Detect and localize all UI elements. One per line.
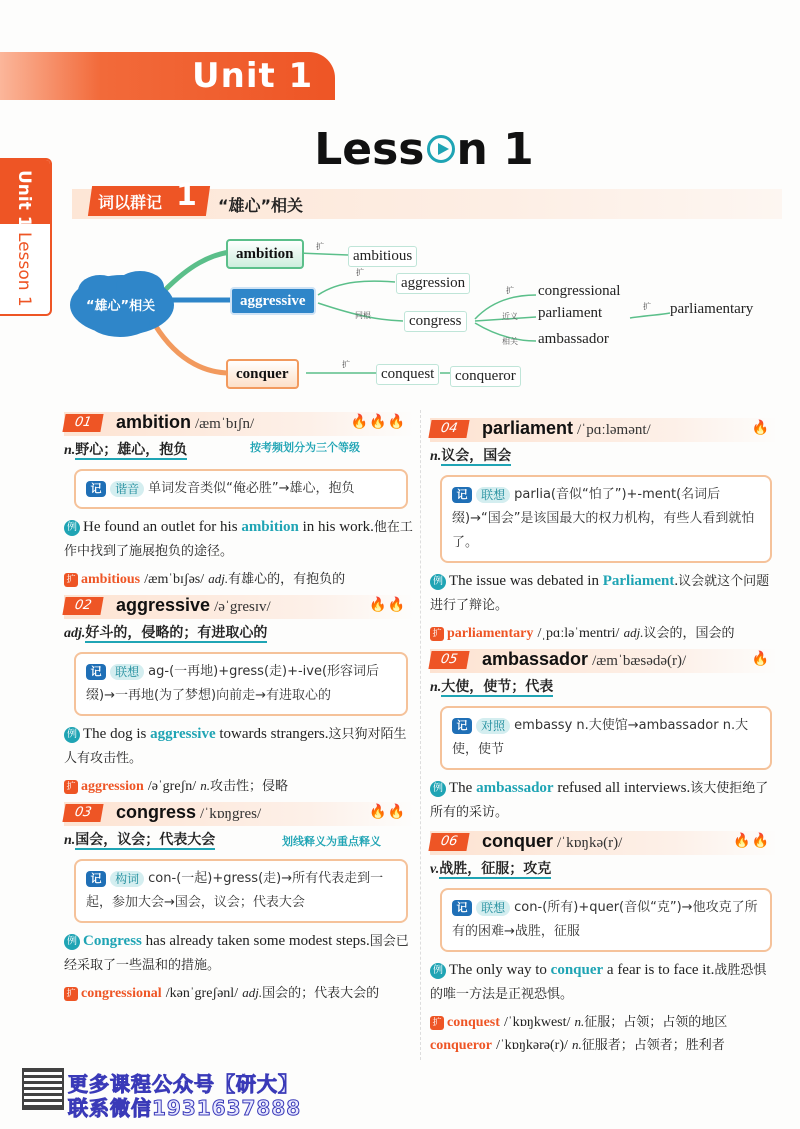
extension-cn: 征服者；占领者；胜利者 bbox=[581, 1038, 725, 1053]
extension-phonetic: /ˈkɒŋkərə(r)/ bbox=[496, 1038, 568, 1053]
flame-icon: 🔥🔥🔥 bbox=[350, 414, 406, 430]
lesson-title bbox=[0, 124, 800, 175]
side-tab-unit: Unit 1 bbox=[14, 170, 34, 228]
example-post: a fear is to face it. bbox=[603, 962, 715, 978]
mm-tag-jinyi: 近义 bbox=[502, 312, 518, 321]
phonetic: /ˈpɑːləmənt/ bbox=[577, 422, 651, 438]
extension-pos: n. bbox=[200, 778, 210, 793]
definition bbox=[430, 677, 778, 698]
part-of-speech: n. bbox=[430, 449, 442, 464]
extension-cn: 议会的，国会的 bbox=[643, 626, 735, 641]
example-post: refused all interviews. bbox=[553, 780, 691, 796]
word-number: 04 bbox=[428, 420, 469, 438]
example bbox=[430, 958, 778, 1007]
memo-icon: 记 bbox=[452, 487, 472, 503]
word-headline bbox=[64, 595, 414, 619]
mm-tag-kuo-5: 扩 bbox=[342, 360, 350, 369]
example bbox=[430, 776, 778, 825]
headword-text: congress bbox=[116, 802, 197, 822]
word-headline bbox=[430, 418, 778, 442]
word-headline bbox=[430, 831, 778, 855]
memo-tag: 联想 bbox=[476, 487, 510, 503]
unit-title: Unit 1 bbox=[192, 56, 314, 96]
flame-icon: 🔥🔥 bbox=[733, 833, 770, 849]
mm-congressional: congressional bbox=[538, 283, 621, 299]
example-highlight: conquer bbox=[550, 962, 604, 978]
extension bbox=[64, 775, 414, 798]
example-icon: 例 bbox=[64, 520, 80, 536]
side-tab-lesson: Lesson 1 bbox=[14, 232, 34, 307]
example-highlight: Parliament bbox=[602, 573, 675, 589]
definition-text: 战胜，征服；攻克 bbox=[439, 861, 552, 877]
extend-icon: 扩 bbox=[64, 987, 78, 1001]
lesson-title-pre: Less bbox=[314, 124, 425, 175]
extension-cn: 国会的；代表大会的 bbox=[262, 986, 380, 1001]
extension-pos: adj. bbox=[208, 571, 229, 586]
headword bbox=[482, 418, 651, 439]
flame-icon: 🔥 bbox=[751, 420, 770, 436]
memo-tag: 构词 bbox=[110, 871, 144, 887]
word-number: 01 bbox=[62, 414, 103, 432]
example-cn: 这只狗对陌生人有攻击性。 bbox=[64, 727, 407, 766]
example-cn: 国会已经采取了一些温和的措施。 bbox=[64, 934, 409, 973]
extension-phonetic: /kənˈgreʃənl/ bbox=[165, 986, 239, 1001]
example-pre: The only way to bbox=[449, 962, 551, 978]
lesson-title-post: n 1 bbox=[456, 124, 534, 175]
qr-code-icon[interactable] bbox=[22, 1068, 64, 1110]
phonetic: /ˈkɒŋgres/ bbox=[200, 806, 262, 822]
example-icon: 例 bbox=[64, 727, 80, 743]
mm-tag-kuo-2: 扩 bbox=[356, 268, 364, 277]
memory-box bbox=[440, 475, 772, 563]
mm-ambition: ambition bbox=[226, 239, 304, 269]
mm-tag-kuo-1: 扩 bbox=[316, 242, 324, 251]
extension bbox=[430, 1034, 778, 1057]
example-highlight: aggressive bbox=[150, 726, 216, 742]
memo-tag: 对照 bbox=[476, 718, 510, 734]
headword bbox=[116, 595, 271, 616]
example-cn: 议会就这个问题进行了辩论。 bbox=[430, 574, 770, 613]
example-icon: 例 bbox=[64, 934, 80, 950]
memo-text: parlia(音似“怕了”)+-ment(名词后缀)→“国会”是该国最大的权力机构，有些人看到就怕了。 bbox=[452, 487, 755, 550]
side-tab bbox=[0, 158, 52, 316]
word-number: 06 bbox=[428, 833, 469, 851]
example-pre: The dog is bbox=[83, 726, 151, 742]
example bbox=[64, 722, 414, 771]
memory-box bbox=[74, 859, 408, 923]
mm-aggression: aggression bbox=[396, 273, 470, 294]
example-icon: 例 bbox=[430, 963, 446, 979]
memo-tag: 联想 bbox=[110, 664, 144, 680]
mm-conquest: conquest bbox=[376, 364, 439, 385]
mm-tag-tonggen: 同根 bbox=[355, 311, 371, 320]
definition bbox=[64, 623, 414, 644]
memo-icon: 记 bbox=[86, 481, 106, 497]
footer-ad-line2: 联系微信1931637888 bbox=[68, 1096, 302, 1120]
extend-icon: 扩 bbox=[430, 627, 444, 641]
memo-icon: 记 bbox=[452, 900, 472, 916]
memo-tag: 联想 bbox=[476, 900, 510, 916]
example-cn: 该大使拒绝了所有的采访。 bbox=[430, 781, 769, 820]
example-post: . bbox=[674, 573, 679, 589]
extension-pos: adj. bbox=[242, 985, 263, 1000]
extension bbox=[430, 1011, 778, 1034]
extension-word: aggression bbox=[81, 779, 144, 794]
mm-tag-kuo-3: 扩 bbox=[506, 286, 514, 295]
word-entry bbox=[430, 831, 778, 1057]
example-highlight: ambition bbox=[241, 519, 299, 535]
memory-box bbox=[440, 888, 772, 952]
extension bbox=[430, 622, 778, 645]
example-cn: 战胜恐惧的唯一方法是正视恐惧。 bbox=[430, 963, 767, 1002]
group-badge-number: 1 bbox=[176, 178, 197, 213]
word-number: 05 bbox=[428, 651, 469, 669]
extension-pos: n. bbox=[572, 1037, 582, 1052]
phonetic: /əˈgresɪv/ bbox=[214, 599, 271, 615]
definition bbox=[430, 446, 778, 467]
extension-phonetic: /ˈkɒŋkwest/ bbox=[504, 1015, 571, 1030]
headword-text: parliament bbox=[482, 418, 574, 438]
extension-cn: 征服；占领；占领的地区 bbox=[584, 1015, 728, 1030]
memo-tag: 谐音 bbox=[110, 481, 144, 497]
example-icon: 例 bbox=[430, 574, 446, 590]
example bbox=[64, 515, 414, 564]
extension-phonetic: /ˌpɑːləˈmentri/ bbox=[537, 626, 620, 641]
memory-box bbox=[74, 652, 408, 716]
headword-text: ambassador bbox=[482, 649, 589, 669]
extend-icon: 扩 bbox=[430, 1016, 444, 1030]
extension-phonetic: /æmˈbɪʃəs/ bbox=[144, 572, 205, 587]
extension-word: ambitious bbox=[81, 572, 141, 587]
word-entry bbox=[64, 802, 414, 1005]
group-badge-text: 词以群记 bbox=[98, 193, 163, 212]
extension-cn: 有雄心的，有抱负的 bbox=[228, 572, 346, 587]
memo-icon: 记 bbox=[452, 718, 472, 734]
extension-pos: n. bbox=[574, 1014, 585, 1029]
headword-text: ambition bbox=[116, 412, 191, 432]
phonetic: /ˈkɒŋkə(r)/ bbox=[557, 835, 623, 851]
annotation-note: 按考频划分为三个等级 bbox=[250, 441, 360, 454]
mm-congress: congress bbox=[404, 311, 467, 332]
phonetic: /æmˈbɪʃn/ bbox=[195, 416, 255, 432]
extension bbox=[64, 568, 414, 591]
extension-pos: adj. bbox=[623, 625, 644, 640]
example-icon: 例 bbox=[430, 781, 446, 797]
headword bbox=[116, 802, 261, 823]
flame-icon: 🔥🔥 bbox=[369, 804, 406, 820]
memory-box bbox=[440, 706, 772, 770]
memo-icon: 记 bbox=[86, 871, 106, 887]
headword-text: aggressive bbox=[116, 595, 211, 615]
part-of-speech: adj. bbox=[64, 626, 86, 641]
part-of-speech: v. bbox=[430, 862, 440, 877]
extension-word: parliamentary bbox=[447, 626, 534, 641]
headword bbox=[482, 649, 686, 670]
extension-phonetic: /əˈgreʃn/ bbox=[147, 779, 197, 794]
example-post: has already taken some modest steps. bbox=[141, 933, 370, 949]
example bbox=[430, 569, 778, 618]
part-of-speech: n. bbox=[64, 443, 76, 458]
word-headline bbox=[430, 649, 778, 673]
memo-text: con-(一起)+gress(走)→所有代表走到一起，参加大会→国会，议会；代表大会 bbox=[86, 871, 384, 910]
annotation-note: 划线释义为重点释义 bbox=[282, 835, 381, 848]
mm-conquer: conquer bbox=[226, 359, 299, 389]
mind-map bbox=[70, 225, 790, 395]
mm-parliament: parliament bbox=[538, 305, 603, 321]
definition-text: 国会，议会；代表大会 bbox=[75, 832, 216, 848]
flame-icon: 🔥🔥 bbox=[369, 597, 406, 613]
mm-tag-xiangguan: 相关 bbox=[502, 337, 518, 346]
definition bbox=[64, 440, 414, 461]
mm-tag-kuo-4: 扩 bbox=[643, 302, 651, 311]
headword-text: conquer bbox=[482, 831, 554, 851]
word-headline bbox=[64, 412, 414, 436]
word-number: 02 bbox=[62, 597, 103, 615]
definition-text: 大使，使节；代表 bbox=[441, 679, 554, 695]
mm-parliamentary: parliamentary bbox=[670, 301, 754, 317]
extension bbox=[64, 982, 414, 1005]
example-pre: The bbox=[449, 780, 477, 796]
memo-text: 单词发音类似“俺必胜”→雄心，抱负 bbox=[148, 481, 355, 496]
example bbox=[64, 929, 414, 978]
extension-word: congressional bbox=[81, 986, 162, 1001]
definition bbox=[64, 830, 414, 851]
example-post: towards strangers. bbox=[215, 726, 329, 742]
part-of-speech: n. bbox=[64, 833, 76, 848]
definition-text: 好斗的，侵略的；有进取心的 bbox=[85, 625, 268, 641]
word-number: 03 bbox=[62, 804, 103, 822]
flame-icon: 🔥 bbox=[751, 651, 770, 667]
extension-word: conqueror bbox=[430, 1038, 492, 1053]
example-highlight: Congress bbox=[83, 933, 142, 949]
part-of-speech: n. bbox=[430, 680, 442, 695]
phonetic: /æmˈbæsədə(r)/ bbox=[592, 653, 687, 669]
example-cn: 他在工作中找到了施展抱负的途径。 bbox=[64, 520, 413, 559]
right-column bbox=[430, 416, 778, 1057]
group-topic: “雄心”相关 bbox=[218, 196, 304, 215]
play-circle-icon[interactable] bbox=[427, 135, 455, 163]
memo-text: con-(所有)+quer(音似“克”)→他攻克了所有的困难→战胜，征服 bbox=[452, 900, 758, 939]
memo-text: embassy n.大使馆→ambassador n.大使，使节 bbox=[452, 718, 749, 757]
extension-cn: 攻击性；侵略 bbox=[209, 779, 288, 794]
mm-ambitious: ambitious bbox=[348, 246, 417, 267]
example-pre: The issue was debated in bbox=[449, 573, 603, 589]
mind-map-center: “雄心”相关 bbox=[86, 299, 156, 314]
word-entry bbox=[64, 412, 414, 591]
example-highlight: ambassador bbox=[476, 780, 554, 796]
word-entry bbox=[430, 649, 778, 825]
memo-text: ag-(一再地)+gress(走)+-ive(形容词后缀)→一再地(为了梦想)向前走→有进取心的 bbox=[86, 664, 380, 703]
definition bbox=[430, 859, 778, 880]
word-headline bbox=[64, 802, 414, 826]
extend-icon: 扩 bbox=[64, 780, 78, 794]
word-entry bbox=[430, 418, 778, 645]
mm-conqueror: conqueror bbox=[450, 366, 521, 387]
extend-icon: 扩 bbox=[64, 573, 78, 587]
mm-ambassador: ambassador bbox=[538, 331, 609, 347]
definition-text: 议会，国会 bbox=[441, 448, 512, 464]
extension-word: conquest bbox=[447, 1015, 500, 1030]
column-divider bbox=[420, 410, 421, 1060]
headword bbox=[116, 412, 254, 433]
mm-aggressive: aggressive bbox=[230, 287, 316, 315]
example-pre: He found an outlet for his bbox=[83, 519, 242, 535]
example-post: in his work. bbox=[298, 519, 374, 535]
definition-text: 野心；雄心，抱负 bbox=[75, 442, 188, 458]
memory-box bbox=[74, 469, 408, 509]
footer-ad-line1: 更多课程公众号【研大】 bbox=[68, 1072, 299, 1096]
headword bbox=[482, 831, 622, 852]
memo-icon: 记 bbox=[86, 664, 106, 680]
left-column bbox=[64, 410, 414, 1005]
word-entry bbox=[64, 595, 414, 798]
